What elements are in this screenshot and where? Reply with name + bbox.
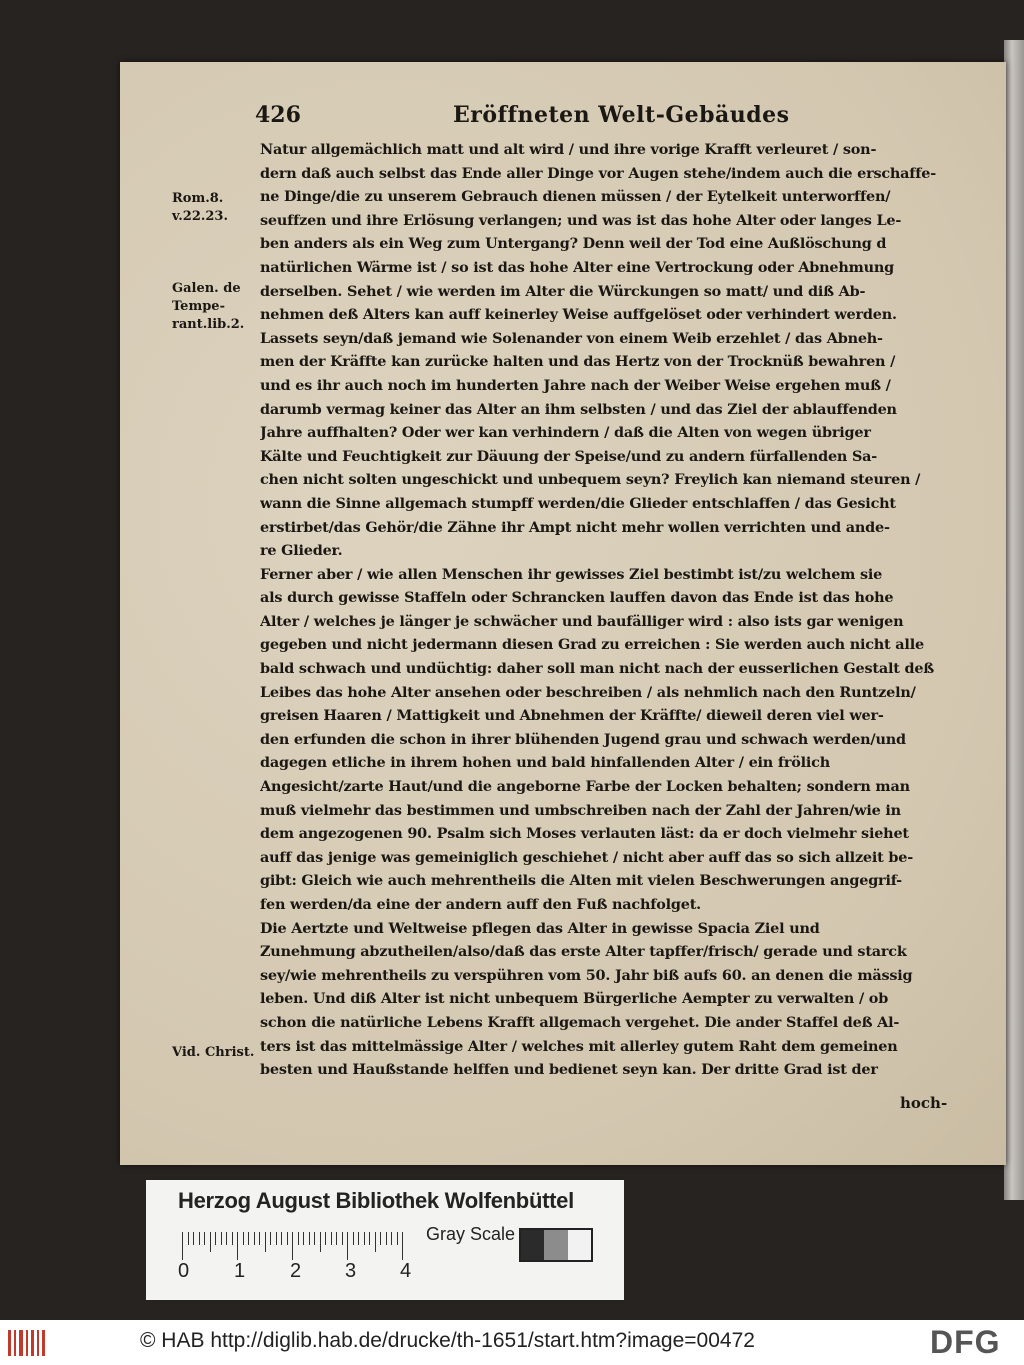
text-line: Zunehmung abzutheilen/also/daß das erste Alter tapffer/frisch/ gerade und starck xyxy=(260,943,907,961)
text-line: re Glieder. xyxy=(260,542,343,560)
text-line: greisen Haaren / Mattigkeit und Abnehmen der Kräffte/ dieweil deren viel wer- xyxy=(260,707,884,725)
text-line: ters ist das mittelmässige Alter / welches mit allerley gutem Raht dem gemeinen xyxy=(260,1037,898,1055)
ruler-tick xyxy=(353,1232,354,1245)
measure-ruler xyxy=(182,1232,412,1260)
text-line: Leibes das hohe Alter ansehen oder beschreiben / als nehmlich nach den Runtzeln/ xyxy=(260,683,916,701)
calibration-card xyxy=(146,1180,624,1300)
ruler-tick xyxy=(331,1232,332,1245)
ruler-tick xyxy=(358,1232,359,1245)
text-line: sey/wie mehrentheils zu verspühren vom 50. Jahr biß aufs 60. an denen die mässig xyxy=(260,966,913,984)
text-line: muß vielmehr das bestimmen und umbschreiben nach der Zahl der Jahren/wie in xyxy=(260,801,901,819)
ruler-tick xyxy=(303,1232,304,1245)
text-line: leben. Und diß Alter ist nicht unbequem Bürgerliche Aempter zu verwalten / ob xyxy=(260,990,889,1008)
ruler-tick xyxy=(259,1232,260,1245)
gray-box-light xyxy=(568,1230,591,1260)
ruler-tick xyxy=(270,1232,271,1245)
ruler-tick xyxy=(265,1232,266,1252)
body-text xyxy=(260,138,960,1082)
page-header xyxy=(255,102,975,132)
ruler-number: 1 xyxy=(234,1260,246,1282)
page-number: 426 xyxy=(255,102,301,128)
ruler-tick xyxy=(232,1232,233,1245)
catchword: hoch- xyxy=(900,1094,948,1112)
ruler-tick xyxy=(314,1232,315,1245)
ruler-tick xyxy=(380,1232,381,1245)
ruler-tick xyxy=(276,1232,277,1245)
text-line: den erfunden die schon in ihrer blühenden Jugend grau und schwach werden/und xyxy=(260,730,906,748)
margin-note: Galen. de Tempe-rant.lib.2. xyxy=(172,281,245,332)
text-line: natürlichen Wärme ist / so ist das hohe Alter eine Vertrockung oder Abnehmung xyxy=(260,258,895,276)
margin-note: Vid. Christ. xyxy=(172,1045,255,1060)
text-line: und es ihr auch noch im hunderten Jahre nach der Weiber Weise ergehen muß / xyxy=(260,376,891,394)
text-line: Ferner aber / wie allen Menschen ihr gewisses Ziel bestimbt ist/zu welchem sie xyxy=(260,565,883,583)
ruler-tick xyxy=(298,1232,299,1245)
text-line: Angesicht/zarte Haut/und die angeborne Farbe der Locken behalten; sondern man xyxy=(260,778,910,796)
text-line: ben anders als ein Weg zum Untergang? Denn weil der Tod eine Außlöschung d xyxy=(260,235,887,253)
ruler-tick xyxy=(375,1232,376,1252)
text-line: chen nicht solten ungeschickt und unbequem seyn? Freylich kan niemand steuren / xyxy=(260,471,921,489)
text-line: Jahre auffhalten? Oder wer kan verhindern / daß die Alten von wegen übriger xyxy=(260,424,871,442)
dfg-logo: DFG xyxy=(930,1324,1001,1360)
ruler-tick xyxy=(226,1232,227,1245)
text-line: Die Aertzte und Weltweise pflegen das Alter in gewisse Spacia Ziel und xyxy=(260,919,820,937)
text-line: darumb vermag keiner das Alter an ihm selbsten / und das Ziel der ablauffenden xyxy=(260,400,897,418)
text-line: auff das jenige was gemeiniglich geschiehet / nicht aber auff das so sich allzeit be- xyxy=(260,848,913,866)
text-line: nehmen deß Alters kan auff keinerley Weise auffgelöset oder verhindert werden. xyxy=(260,306,897,324)
gray-scale-swatch xyxy=(519,1228,593,1262)
ruler-tick xyxy=(281,1232,282,1245)
text-line: dern daß auch selbst das Ende aller Dinge vor Augen stehe/indem auch die erschaffe- xyxy=(260,164,937,182)
ruler-tick xyxy=(254,1232,255,1245)
text-line: Lassets seyn/daß jemand wie Solenander von einem Weib erzehlet / das Abneh- xyxy=(260,329,883,347)
barcode-icon xyxy=(8,1328,46,1358)
ruler-number: 3 xyxy=(345,1260,357,1282)
text-line: seuffzen und ihre Erlösung verlangen; und was ist das hohe Alter oder langes Le- xyxy=(260,211,902,229)
ruler-tick xyxy=(204,1232,205,1245)
text-line: men der Kräffte kan zurücke halten und das Hertz von der Trocknüß bewahren / xyxy=(260,353,896,371)
ruler-tick xyxy=(215,1232,216,1245)
ruler-tick xyxy=(386,1232,387,1245)
text-line: als durch gewisse Staffeln oder Schrancken lauffen davon das Ende ist das hohe xyxy=(260,589,894,607)
ruler-tick xyxy=(347,1232,348,1260)
text-line: bald schwach und undüchtig: daher soll man nicht nach der eusserlichen Gestalt deß xyxy=(260,660,935,678)
text-line: dem angezogenen 90. Psalm sich Moses verlauten läst: da er doch vielmehr siehet xyxy=(260,825,909,843)
ruler-tick xyxy=(199,1232,200,1245)
book-page xyxy=(120,62,1006,1165)
text-line: dagegen etliche in ihrem hohen und bald hinfallenden Alter / ein frölich xyxy=(260,754,831,772)
ruler-tick xyxy=(369,1232,370,1245)
running-head: Eröffneten Welt-Gebäudes xyxy=(453,102,790,128)
ruler-tick xyxy=(188,1232,189,1245)
footer-bar xyxy=(0,1320,1024,1365)
text-line: fen werden/da eine der andern auff den Fuß nachfolget. xyxy=(260,896,701,913)
ruler-tick xyxy=(320,1232,321,1252)
text-line: Kälte und Feuchtigkeit zur Däuung der Speise/und zu andern fürfallenden Sa- xyxy=(260,447,878,465)
ruler-tick xyxy=(336,1232,337,1245)
gray-scale-label: Gray Scale xyxy=(426,1224,516,1244)
ruler-tick xyxy=(237,1232,238,1260)
ruler-tick xyxy=(248,1232,249,1245)
ruler-tick xyxy=(391,1232,392,1245)
ruler-tick xyxy=(309,1232,310,1245)
text-line: erstirbet/das Gehör/die Zähne ihr Ampt nicht mehr wollen verrichten und ande- xyxy=(260,518,890,536)
library-name: Herzog August Bibliothek Wolfenbüttel xyxy=(178,1188,574,1213)
text-line: gegeben und nicht jedermann diesen Grad zu erreichen : Sie werden auch nicht alle xyxy=(260,636,924,654)
ruler-tick xyxy=(364,1232,365,1245)
ruler-tick xyxy=(325,1232,326,1245)
text-line: Alter / welches je länger je schwächer und baufälliger wird : also ists gar wenigen xyxy=(260,612,904,630)
ruler-tick xyxy=(243,1232,244,1245)
text-line: derselben. Sehet / wie werden im Alter die Würckungen so matt/ und diß Ab- xyxy=(260,282,866,300)
ruler-tick xyxy=(193,1232,194,1245)
ruler-tick xyxy=(397,1232,398,1245)
ruler-tick xyxy=(221,1232,222,1245)
ruler-tick xyxy=(342,1232,343,1245)
ruler-tick xyxy=(287,1232,288,1245)
margin-note: Rom.8. v.22.23. xyxy=(172,191,229,224)
ruler-tick xyxy=(210,1232,211,1252)
ruler-tick xyxy=(402,1232,403,1260)
text-line: besten und Haußstande helffen und bedienet seyn kan. Der dritte Grad ist der xyxy=(260,1061,878,1079)
ruler-tick xyxy=(292,1232,293,1260)
text-line: Natur allgemächlich matt und alt wird / und ihre vorige Krafft verleuret / son- xyxy=(260,141,877,158)
ruler-tick xyxy=(182,1232,183,1260)
text-line: ne Dinge/die zu unserem Gebrauch dienen müssen / der Eytelkeit unterworffen/ xyxy=(260,188,891,206)
text-line: schon die natürliche Lebens Krafft allgemach vergehet. Die ander Staffel deß Al- xyxy=(260,1013,900,1031)
ruler-number: 4 xyxy=(400,1260,412,1282)
ruler-number: 0 xyxy=(178,1260,190,1282)
ruler-number: 2 xyxy=(290,1260,302,1282)
gray-box-dark xyxy=(521,1230,544,1260)
text-line: gibt: Gleich wie auch mehrentheils die Alten mit vielen Beschwerungen angegrif- xyxy=(260,872,902,890)
text-line: wann die Sinne allgemach stumpff werden/die Glieder entschlaffen / das Gesicht xyxy=(260,494,896,512)
gray-box-mid xyxy=(544,1230,567,1260)
source-link[interactable]: © HAB http://diglib.hab.de/drucke/th-1651/start.htm?image=00472 xyxy=(140,1329,755,1352)
book-page-edge xyxy=(1004,40,1024,1200)
